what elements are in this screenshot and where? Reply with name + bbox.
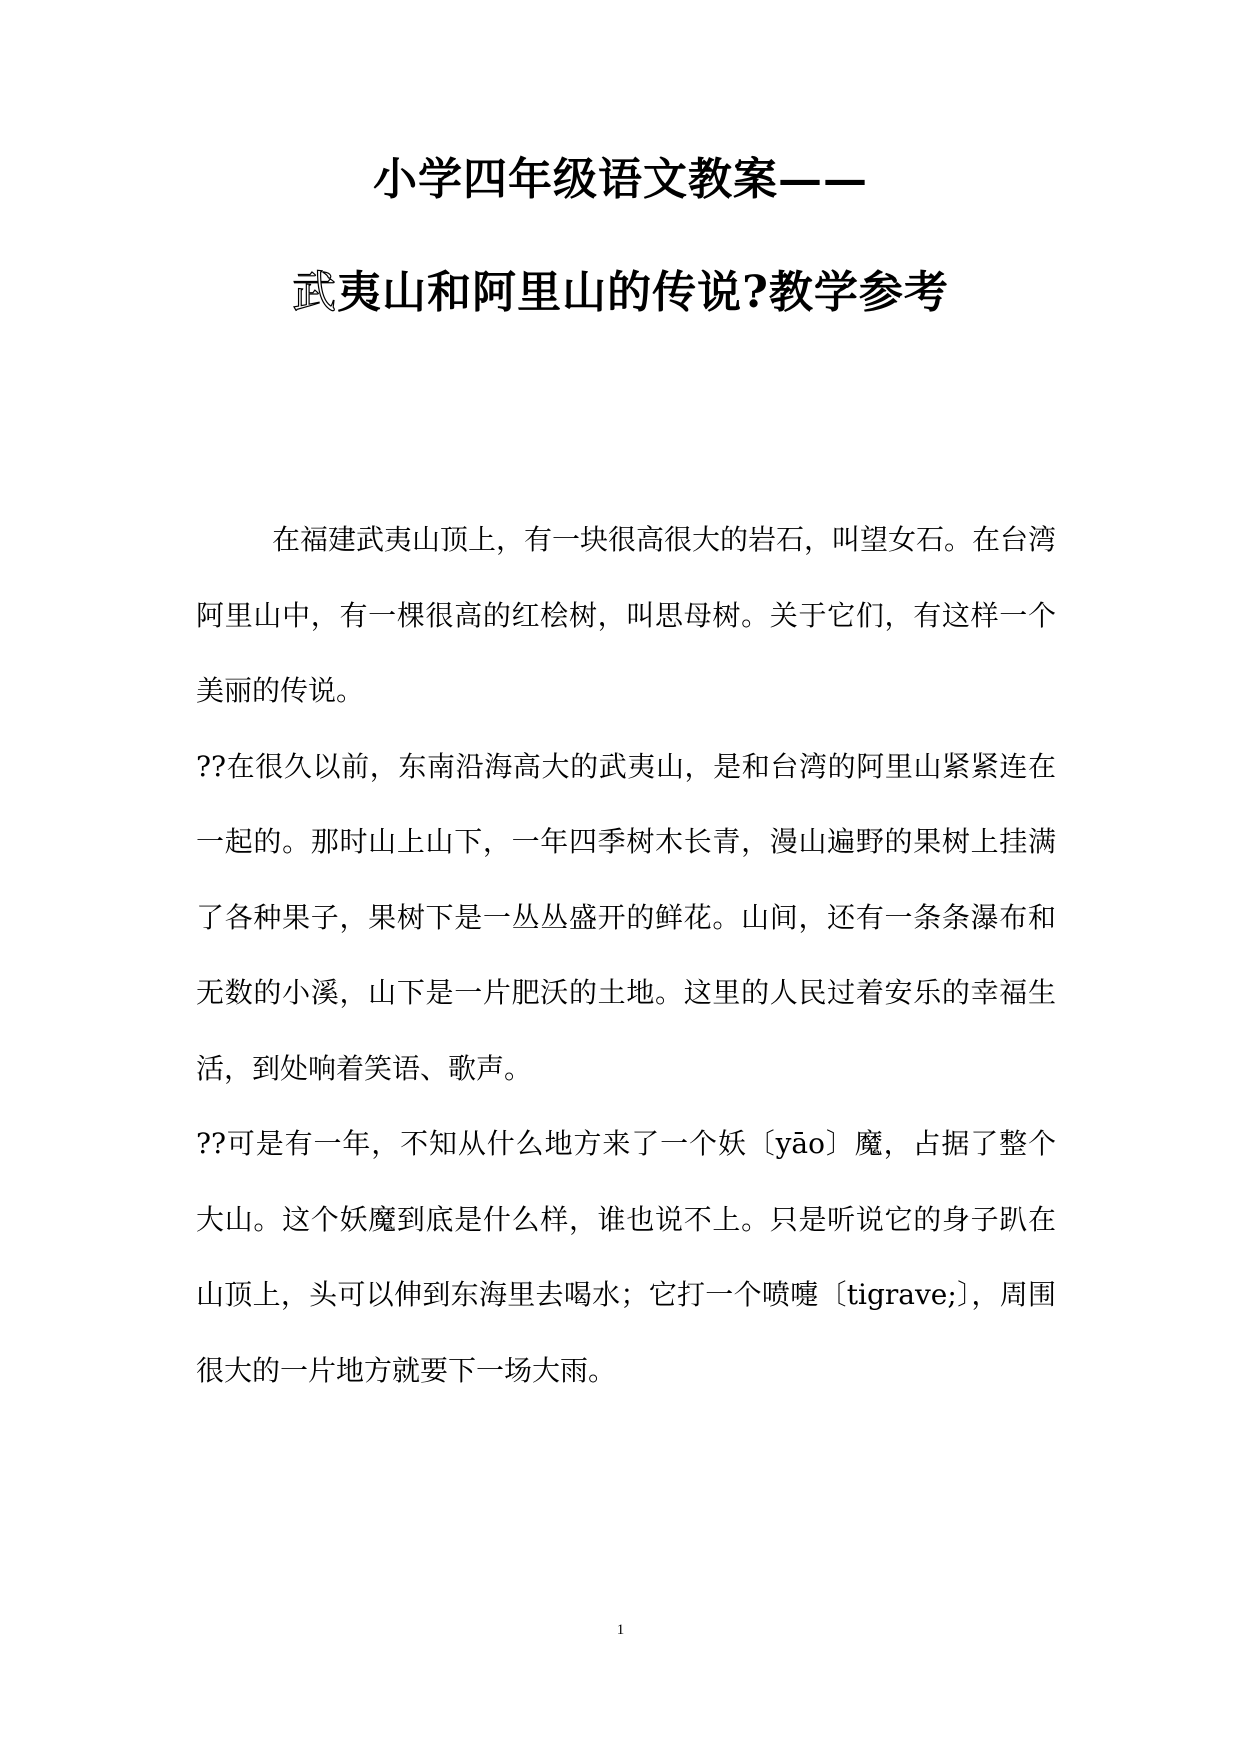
paragraph-1: 在福建武夷山顶上，有一块很高很大的岩石，叫望女石。在台湾阿里山中，有一棵很高的红桧树，叫思母树。关于它们，有这样一个美丽的传说。 [196, 523, 1057, 707]
document-body [196, 502, 1056, 1408]
document-title-line-1 [0, 150, 1241, 210]
title-text-1: 小学四年级语文教案—— [373, 154, 868, 205]
document-title-line-2 [0, 263, 1241, 323]
page-number: 1 [616, 1622, 625, 1638]
title-outlined-char: 武 [292, 267, 338, 318]
paragraph-3: ??可是有一年，不知从什么地方来了一个妖〔yāo〕魔，占据了整个大山。这个妖魔到底是什么样，谁也说不上。只是听说它的身子趴在山顶上，头可以伸到东海里去喝水；它打一个喷嚏〔tigrave;〕，周围很大的一片地方就要下一场大雨。 [196, 1127, 1056, 1387]
paragraph-2: ??在很久以前，东南沿海高大的武夷山，是和台湾的阿里山紧紧连在一起的。那时山上山下，一年四季树木长青，漫山遍野的果树上挂满了各种果子，果树下是一丛丛盛开的鲜花。山间，还有一条条瀑布和无数的小溪，山下是一片肥沃的土地。这里的人民过着安乐的幸福生活，到处响着笑语、歌声。 [196, 749, 1056, 1085]
title-text-2: 夷山和阿里山的传说?教学参考 [337, 267, 949, 318]
